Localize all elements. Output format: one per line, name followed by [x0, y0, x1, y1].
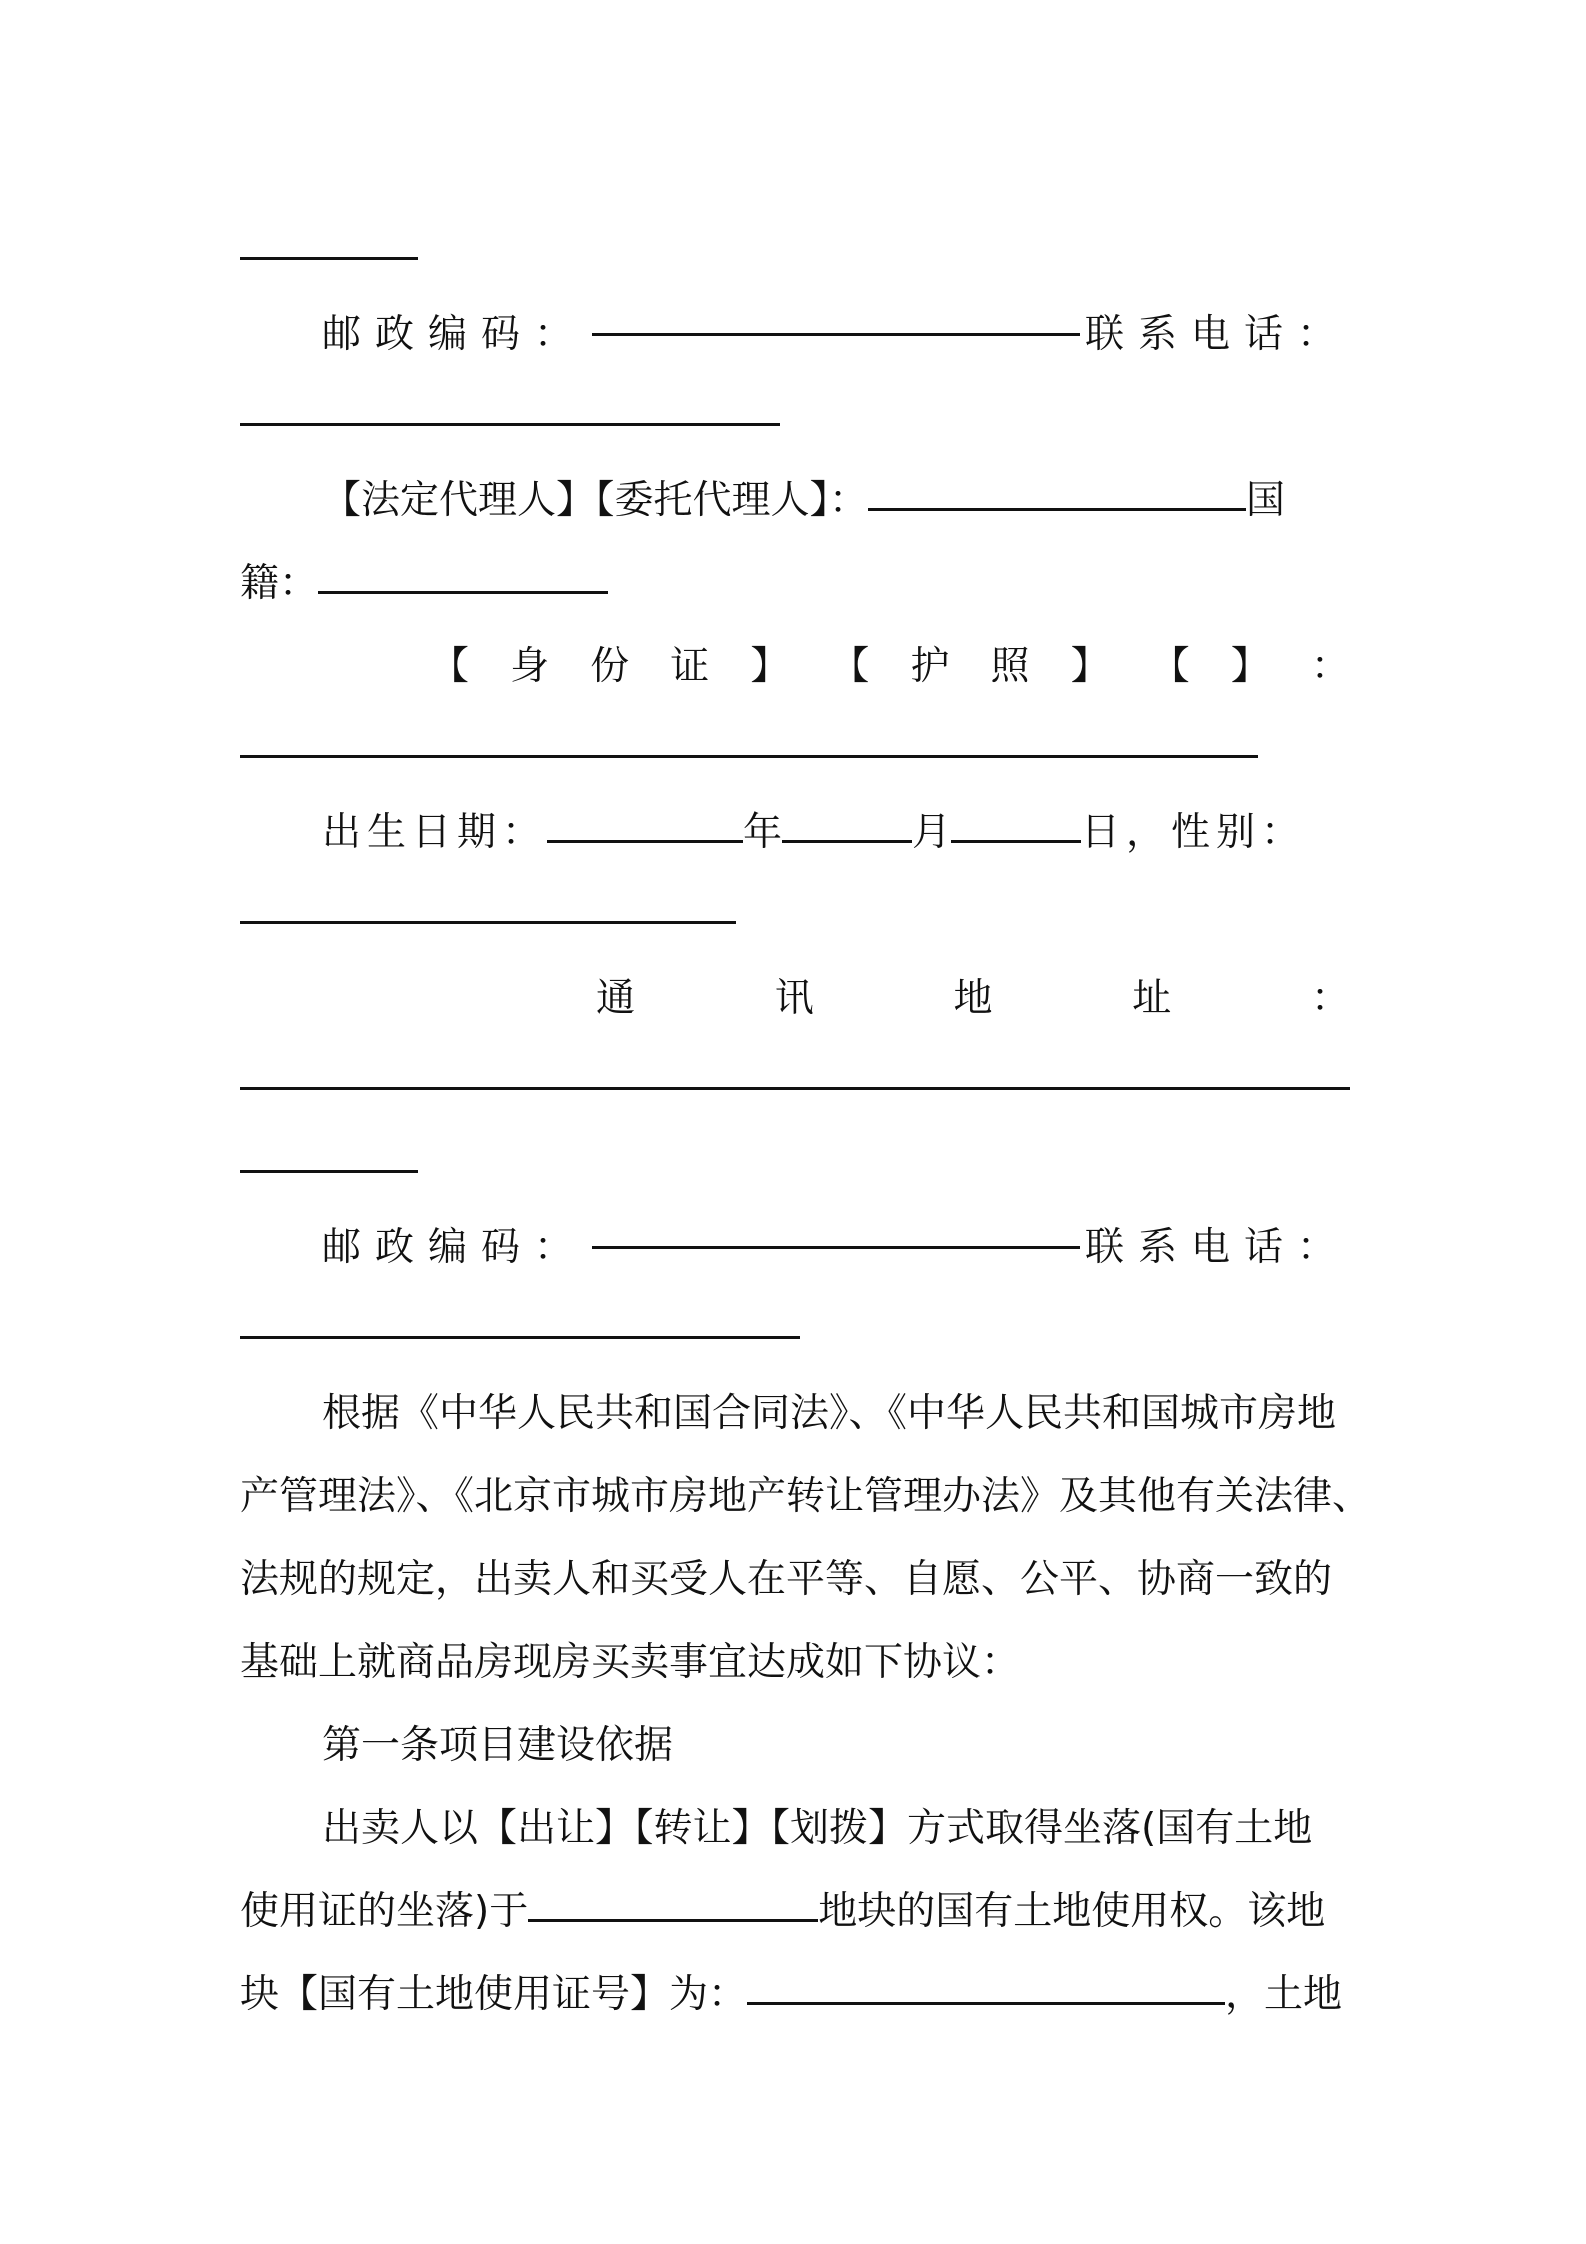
birth-row — [240, 791, 1350, 874]
phone-blank[interactable] — [240, 423, 780, 426]
postal-code-blank[interactable] — [592, 333, 1080, 336]
nationality-label-part2: 籍： — [240, 561, 319, 606]
agent-row — [240, 459, 1350, 542]
postal-code-blank[interactable] — [592, 1246, 1080, 1249]
article-line-3-start: 块【国有土地使用证号】为： — [240, 1972, 748, 2017]
address-blank-row — [240, 1040, 1350, 1123]
id-type-char: 【 — [830, 644, 870, 689]
id-type-char: 【 — [430, 644, 470, 689]
id-type-char: 照 — [990, 644, 1030, 689]
article-line-2-start: 使用证的坐落)于 — [240, 1889, 529, 1934]
id-type-char: 】 — [1070, 644, 1110, 689]
birth-date-label: 出生日期： — [322, 810, 548, 855]
id-type-char: 份 — [590, 644, 630, 689]
birth-month-blank[interactable] — [782, 840, 912, 843]
id-type-row — [240, 625, 1350, 708]
gender-blank[interactable] — [240, 921, 736, 924]
address-blank-continuation — [240, 210, 1350, 293]
address-blank[interactable] — [240, 1087, 1350, 1090]
year-label: 年 — [743, 810, 783, 855]
nationality-blank[interactable] — [318, 591, 608, 594]
article-title: 第一条项目建设依据 — [322, 1723, 674, 1768]
id-type-char: 】 — [1230, 644, 1270, 689]
id-type-char: 护 — [910, 644, 950, 689]
article-line-2-end: 地块的国有土地使用权。该地 — [818, 1889, 1326, 1934]
article-line-3 — [240, 1953, 1350, 2036]
id-type-char: 】 — [750, 644, 790, 689]
address-blank-continued[interactable] — [240, 1170, 418, 1173]
id-number-blank[interactable] — [240, 755, 1258, 758]
preamble-line-1: 根据《中华人民共和国合同法》、《中华人民共和国城市房地 — [322, 1391, 1337, 1436]
fill-blank[interactable] — [240, 257, 418, 260]
id-type-char: 身 — [510, 644, 550, 689]
agent-blank[interactable] — [868, 508, 1246, 511]
land-certificate-number-blank[interactable] — [747, 2002, 1225, 2005]
address-char: 地 — [953, 976, 993, 1021]
nationality-row — [240, 542, 1350, 625]
preamble-line-2: 产管理法》、《北京市城市房地产转让管理办法》及其他有关法律、 — [240, 1474, 1372, 1519]
phone-blank-row — [240, 376, 1350, 459]
birth-year-blank[interactable] — [547, 840, 743, 843]
address-char: ： — [1310, 976, 1350, 1021]
id-type-char: 【 — [1150, 644, 1190, 689]
gender-blank-row — [240, 874, 1350, 957]
postal-code-label: 邮政编码： — [322, 1225, 588, 1270]
id-number-row — [240, 708, 1350, 791]
phone-label: 联系电话： — [1084, 312, 1350, 357]
id-type-char: 证 — [670, 644, 710, 689]
preamble-line-4: 基础上就商品房现房买卖事宜达成如下协议： — [240, 1640, 1021, 1685]
phone-blank[interactable] — [240, 1336, 800, 1339]
article-line-3-end: ，土地 — [1225, 1972, 1343, 2017]
address-blank-row-2 — [240, 1123, 1350, 1206]
address-char: 讯 — [774, 976, 814, 1021]
preamble-line-3: 法规的规定，出卖人和买受人在平等、自愿、公平、协商一致的 — [240, 1557, 1333, 1602]
land-parcel-blank[interactable] — [528, 1919, 818, 1922]
phone-label: 联系电话： — [1084, 1225, 1350, 1270]
postal-phone-row — [240, 293, 1350, 376]
article-line-1: 出卖人以【出让】【转让】【划拨】方式取得坐落(国有土地 — [322, 1806, 1313, 1851]
postal-phone-row-2 — [240, 1206, 1350, 1289]
agent-label: 【法定代理人】【委托代理人】： — [322, 478, 869, 523]
day-gender-label: 日，性别： — [1081, 810, 1307, 855]
address-char: 址 — [1132, 976, 1172, 1021]
birth-day-blank[interactable] — [951, 840, 1081, 843]
postal-code-label: 邮政编码： — [322, 312, 588, 357]
id-type-char: ： — [1310, 644, 1350, 689]
phone-blank-row-2 — [240, 1289, 1350, 1372]
article-line-2 — [240, 1870, 1350, 1953]
document-body — [240, 210, 1372, 2036]
nationality-label-part1: 国 — [1246, 478, 1286, 523]
address-char: 通 — [596, 976, 636, 1021]
month-label: 月 — [912, 810, 952, 855]
address-label-row — [240, 957, 1350, 1040]
